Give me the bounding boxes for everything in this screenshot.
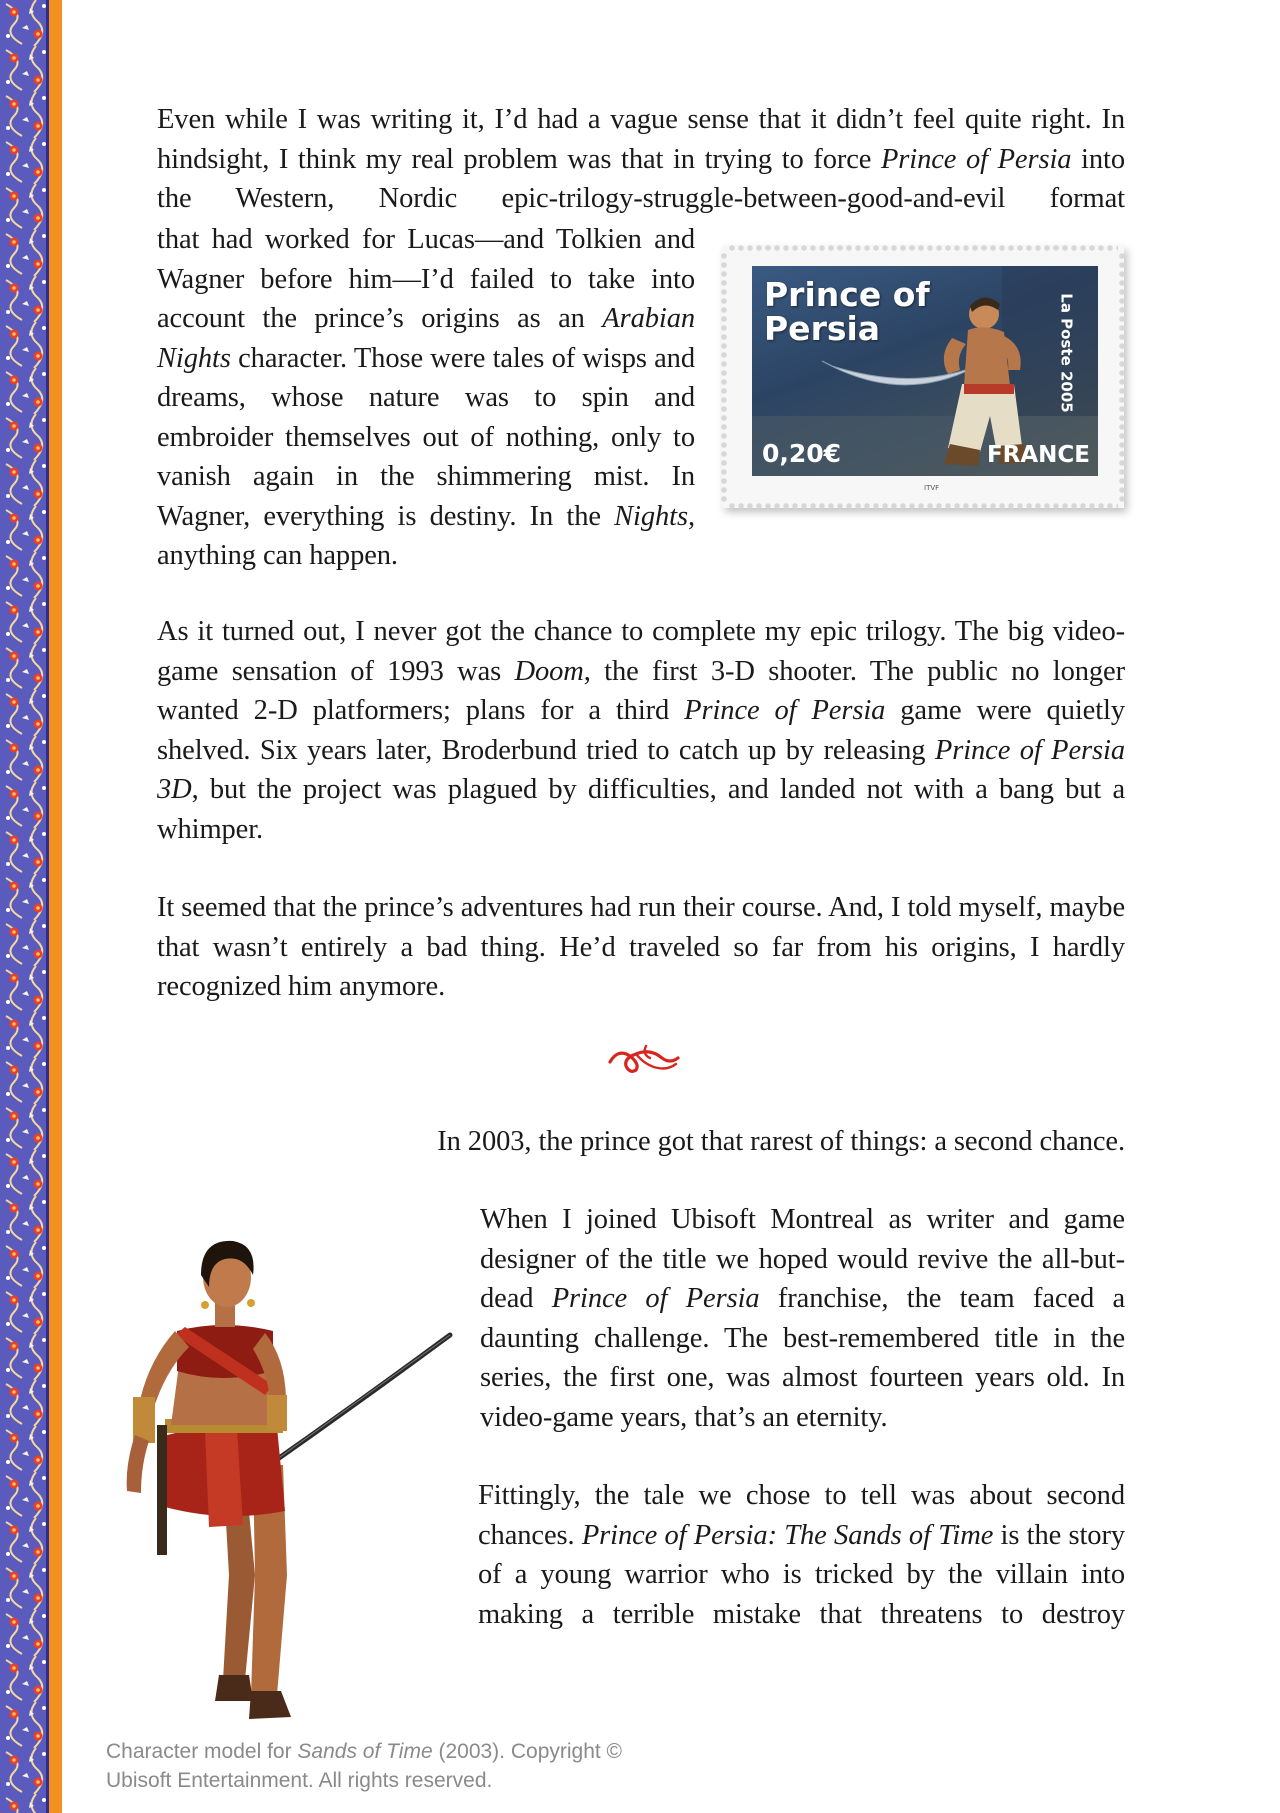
para1-wrap-2: character. Those were tales of wisps and dreams, whose nature was to spin and embroider themselves out of nothing, only to vanish again in the shimmering mist. In Wagner, everything is destiny. In the <box>157 342 695 532</box>
para1-wrap-title-1: Arabian Nights <box>157 303 695 374</box>
para1-intro-end: into the Western, Nordic epic-trilogy-struggle-between-good-and-evil format <box>157 143 1125 214</box>
para5-text-2: franchise, the team faced a daunting challenge. The best-remembered title in the series, the first one, was almost fourteen years old. In video-game years, that’s an eternity. <box>480 1283 1125 1433</box>
stamp-artwork <box>752 266 1098 476</box>
stamp-title <box>764 275 930 348</box>
para1-wrap-3: , anything can happen. <box>157 500 695 571</box>
floral-border-icon <box>0 0 62 1813</box>
image-caption <box>106 1737 666 1795</box>
para6-title-sands: Prince of Persia: The Sands of Time <box>581 1519 994 1551</box>
stamp-perforation-right <box>1118 252 1126 502</box>
para2-text-2: , the first 3-D shooter. The public no longer wanted 2-D platformers; plans for a third <box>157 655 1125 726</box>
para1-wrap-title-2: Nights <box>614 500 688 532</box>
para2-text-1: As it turned out, I never got the chance to complete my epic trilogy. The big video-game sensation of 1993 was <box>157 616 1125 687</box>
para2-title-pop3d: Prince of Persia 3D <box>157 734 1125 805</box>
paragraph-4 <box>345 1122 1125 1162</box>
caption-text-1: Character model for <box>106 1740 298 1763</box>
prince-of-persia-stamp <box>722 246 1124 508</box>
para3-text: It seemed that the prince’s adventures had run their course. And, I told myself, maybe that wasn’t entirely a bad thing. He’d traveled so far from his origins, I hardly recognized him anymore. <box>157 892 1125 1002</box>
para5-text-1: When I joined Ubisoft Montreal as writer and game designer of the title we hoped would revive the all-but-dead <box>480 1204 1125 1314</box>
para2-title-pop: Prince of Persia <box>684 695 886 726</box>
caption-text-2: (2003). Copyright © Ubisoft Entertainment. All rights reserved. <box>106 1740 623 1792</box>
stamp-perforation-bottom <box>728 502 1118 510</box>
caption-title: Sands of Time <box>297 1740 433 1763</box>
para6-text-2: is the story of a young warrior who is tricked by the villain into making a terrible mistake that threatens to destroy <box>478 1519 1125 1630</box>
stamp-poste-label: La Poste 2005 <box>1057 293 1076 413</box>
stamp-signature: ITVF <box>924 484 940 492</box>
para2-title-doom: Doom <box>514 655 584 687</box>
paragraph-3 <box>157 888 1125 1007</box>
para5-title-pop: Prince of Persia <box>551 1283 760 1314</box>
stamp-perforation-left <box>720 252 728 502</box>
decorative-border <box>0 0 62 1813</box>
paragraph-2 <box>157 612 1125 849</box>
stamp-title-line-2: Persia <box>764 309 881 348</box>
paragraph-1-wrapped <box>157 220 695 576</box>
character-model-illustration <box>105 1135 455 1735</box>
para2-text-4: , but the project was plagued by difficulties, and landed not with a bang but a whimper. <box>157 774 1125 845</box>
stamp-country: FRANCE <box>986 442 1090 468</box>
ornament-flourish-icon <box>606 1042 684 1076</box>
paragraph-5 <box>480 1200 1125 1437</box>
stamp-perforation-top <box>728 244 1118 252</box>
stamp-price: 0,20€ <box>762 439 842 468</box>
para1-intro-title: Prince of Persia <box>880 143 1072 175</box>
stamp-title-line-1: Prince of <box>764 275 930 314</box>
para2-text-3: game were quietly shelved. Six years later, Broderbund tried to catch up by releasing <box>157 695 1125 766</box>
para1-wrap-1: that had worked for Lucas—and Tolkien and Wagner before him—I’d failed to take into account the prince’s origins as an <box>157 224 695 334</box>
paragraph-1-top <box>157 100 1125 219</box>
para6-text-1: Fittingly, the tale we chose to tell was about second chances. <box>478 1480 1125 1551</box>
paragraph-6 <box>478 1476 1125 1634</box>
para4-text: In 2003, the prince got that rarest of things: a second chance. <box>437 1126 1125 1157</box>
para1-intro: Even while I was writing it, I’d had a vague sense that it didn’t feel quite right. In hindsight, I think my real problem was that in trying to force <box>157 104 1125 175</box>
